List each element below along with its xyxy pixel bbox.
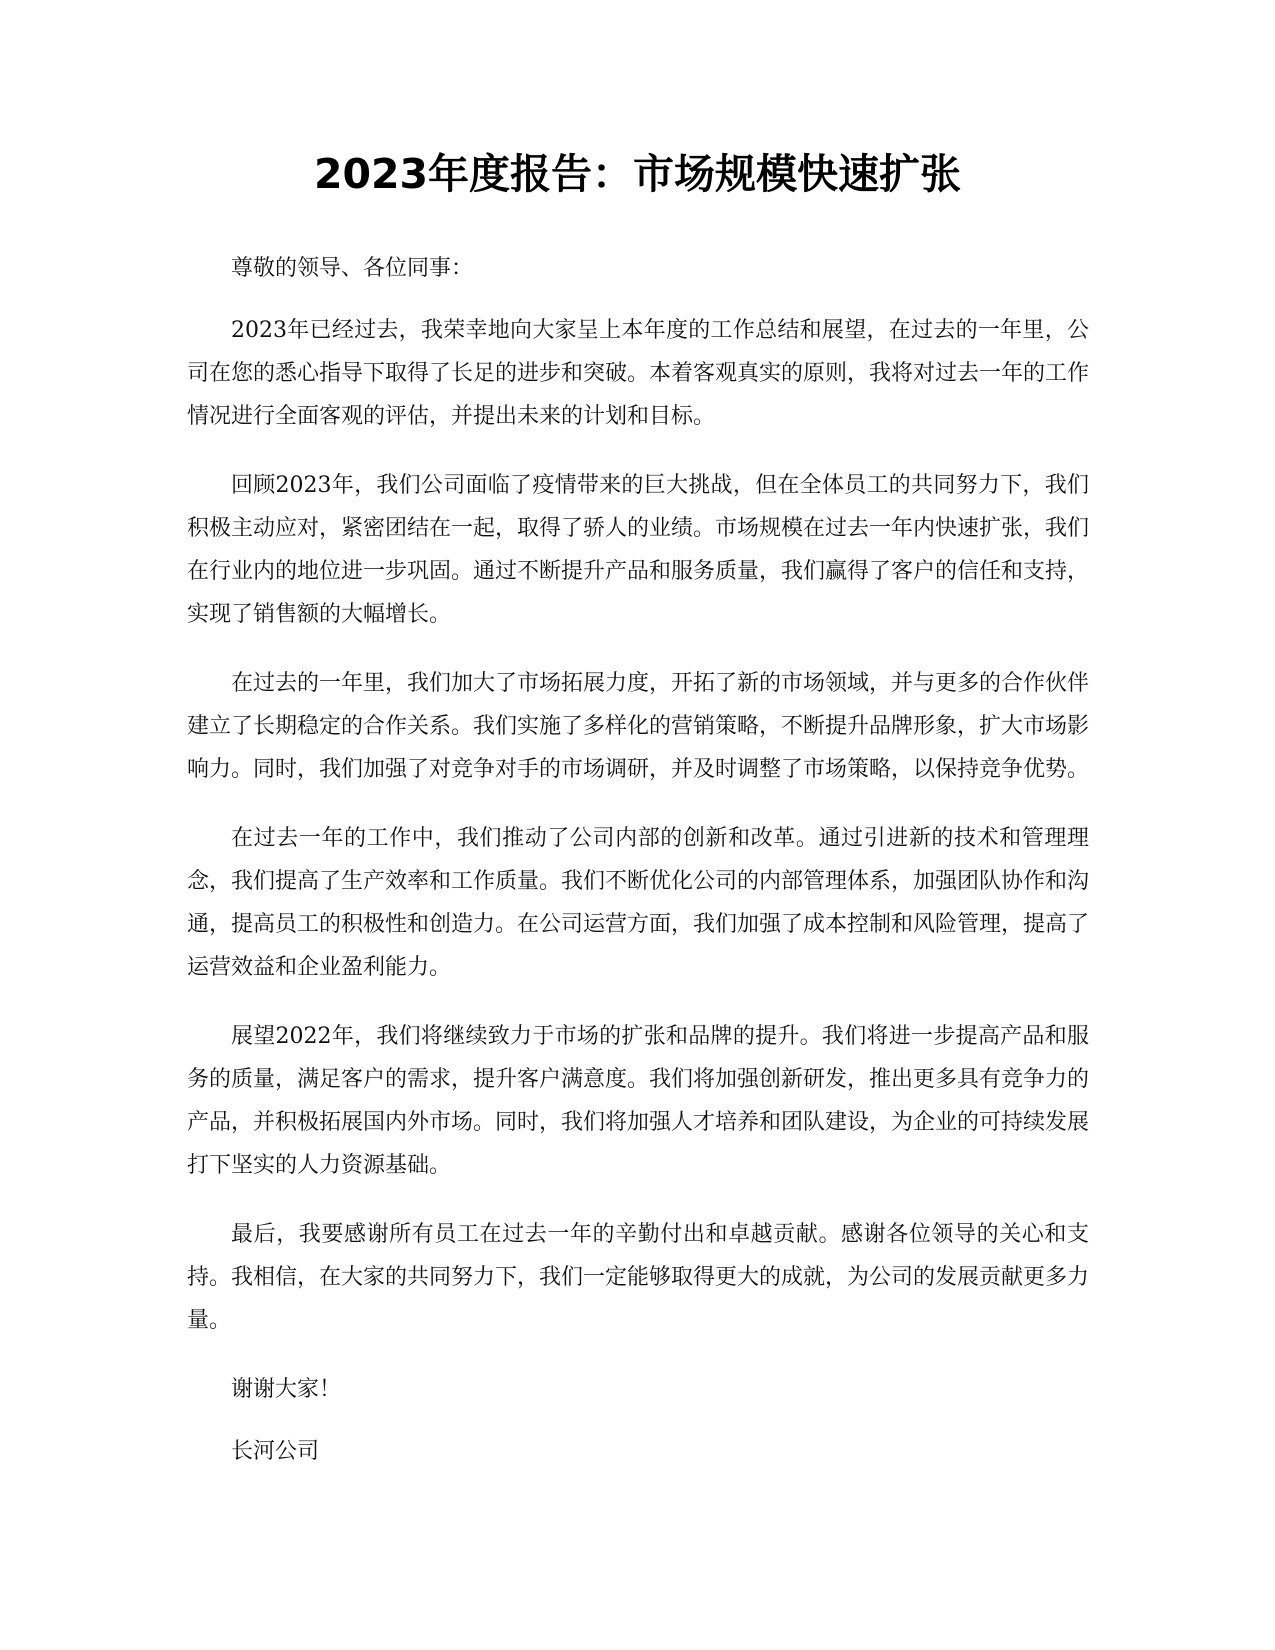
paragraph-thanks: 最后，我要感谢所有员工在过去一年的辛勤付出和卓越贡献。感谢各位领导的关心和支持。我相信，在大家的共同努力下，我们一定能够取得更大的成就，为公司的发展贡献更多力量。	[187, 1222, 1090, 1333]
paragraph-innovation: 在过去一年的工作中，我们推动了公司内部的创新和改革。通过引进新的技术和管理理念，我们提高了生产效率和工作质量。我们不断优化公司的内部管理体系，加强团队协作和沟通，提高员工的积极性和创造力。在公司运营方面，我们加强了成本控制和风险管理，提高了运营效益和企业盈利能力。	[187, 826, 1090, 980]
paragraph-market: 在过去的一年里，我们加大了市场拓展力度，开拓了新的市场领域，并与更多的合作伙伴建立了长期稳定的合作关系。我们实施了多样化的营销策略，不断提升品牌形象，扩大市场影响力。同时，我们加强了对竞争对手的市场调研，并及时调整了市场策略，以保持竞争优势。	[187, 671, 1090, 782]
paragraph-outlook: 展望2022年，我们将继续致力于市场的扩张和品牌的提升。我们将进一步提高产品和服务的质量，满足客户的需求，提升客户满意度。我们将加强创新研发，推出更多具有竞争力的产品，并积极拓展国内外市场。同时，我们将加强人才培养和团队建设，为企业的可持续发展打下坚实的人力资源基础。	[187, 1024, 1090, 1178]
paragraph-intro: 2023年已经过去，我荣幸地向大家呈上本年度的工作总结和展望，在过去的一年里，公司在您的悉心指导下取得了长足的进步和突破。本着客观真实的原则，我将对过去一年的工作情况进行全面客观的评估，并提出未来的计划和目标。	[187, 318, 1090, 429]
paragraph-review: 回顾2023年，我们公司面临了疫情带来的巨大挑战，但在全体员工的共同努力下，我们积极主动应对，紧密团结在一起，取得了骄人的业绩。市场规模在过去一年内快速扩张，我们在行业内的地位进一步巩固。通过不断提升产品和服务质量，我们赢得了客户的信任和支持，实现了销售额的大幅增长。	[187, 473, 1090, 627]
document-title: 2023年度报告：市场规模快速扩张	[313, 150, 962, 198]
salutation: 尊敬的领导、各位同事：	[231, 256, 474, 281]
document-body	[187, 247, 1089, 1492]
signature: 长河公司	[231, 1439, 320, 1464]
closing: 谢谢大家！	[231, 1377, 342, 1402]
